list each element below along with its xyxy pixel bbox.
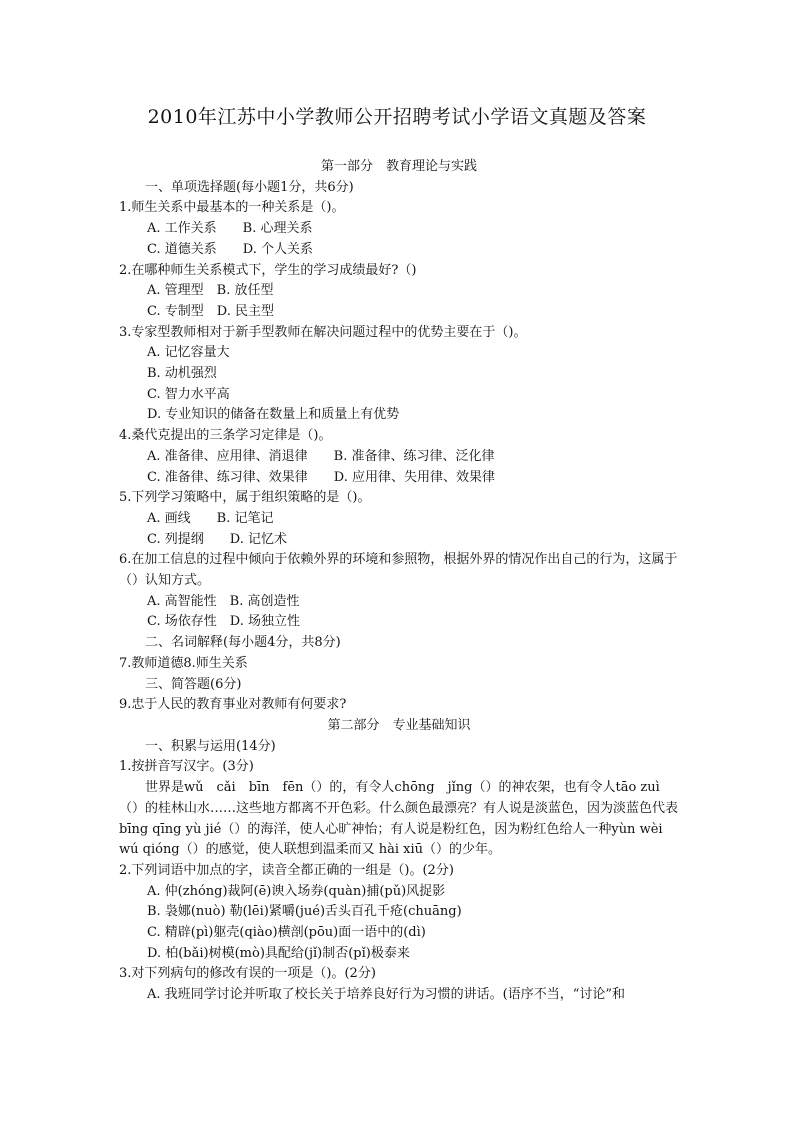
question-stem: 7.教师道德8.师生关系 <box>119 655 248 671</box>
question-stem: 3.对下列病句的修改有误的一项是（)。(2分) <box>119 966 376 982</box>
document-body <box>119 157 679 1006</box>
answer-option: C. 专制型 D. 民主型 <box>147 303 274 319</box>
question-stem: 4.桑代克提出的三条学习定律是（)。 <box>119 428 332 444</box>
answer-option: A. 仲(zhóng)裁阿(ē)谀入场券(quàn)捕(pǔ)风捉影 <box>147 883 446 899</box>
question-stem: 1.师生关系中最基本的一种关系是（)。 <box>119 200 345 216</box>
section-heading: 第二部分 专业基础知识 <box>327 717 471 733</box>
answer-option: C. 道德关系 D. 个人关系 <box>147 241 313 257</box>
answer-option: A. 我班同学讨论并听取了校长关于培养良好行为习惯的讲话。(语序不当，“讨论”和 <box>147 987 626 1003</box>
part-heading: 一、单项选择题(每小题1分，共6分) <box>145 179 354 195</box>
answer-option: B. 动机强烈 <box>147 366 217 382</box>
question-stem: 9.忠于人民的教育事业对教师有何要求? <box>119 697 347 713</box>
question-stem: 5.下列学习策略中，属于组织策略的是（)。 <box>119 490 371 506</box>
answer-option: C. 列提纲 D. 记忆术 <box>147 531 287 547</box>
answer-option: A. 记忆容量大 <box>147 345 230 361</box>
document-title: 2010年江苏中小学教师公开招聘考试小学语文真题及答案 <box>147 106 647 128</box>
part-heading: 一、积累与运用(14分) <box>145 738 276 754</box>
answer-option: D. 专业知识的储备在数量上和质量上有优势 <box>147 407 400 423</box>
answer-option: C. 精辟(pì)躯壳(qiào)横剖(pōu)面一语中的(dì) <box>147 925 426 941</box>
part-heading: 三、简答题(6分) <box>145 676 242 692</box>
answer-option: B. 袅娜(nuò) 勒(lēi)紧嚼(jué)舌头百孔千疮(chuāng) <box>147 904 462 920</box>
question-stem: 6.在加工信息的过程中倾向于依赖外界的环境和参照物，根据外界的情况作出自己的行为，这属于（）认知方式。 <box>119 552 678 589</box>
question-stem: 1.按拼音写汉字。(3分) <box>119 759 254 775</box>
answer-option: C. 准备律、练习律、效果律 D. 应用律、失用律、效果律 <box>147 469 495 485</box>
section-heading: 第一部分 教育理论与实践 <box>320 159 477 174</box>
answer-option: A. 高智能性 B. 高创造性 <box>147 593 300 609</box>
part-heading: 二、名词解释(每小题4分，共8分) <box>145 635 341 651</box>
passage-paragraph: 世界是wǔ cǎi bīn fēn（）的，有令人chōng jǐng（）的神农架，也有令人tāo zuì（）的桂林山水……这些地方都离不开色彩。什么颜色最漂亮？有人说是淡蓝色，因为淡蓝色代表bīng qīng yù jié（）的海洋，使人心旷神怡；有人说是粉红色，因为粉红色给人一种yùn wèi wú qióng（）的感觉，使人联想到温柔而又 hài xiū（）的少年。 <box>119 780 679 858</box>
answer-option: C. 场依存性 D. 场独立性 <box>147 614 300 630</box>
answer-option: A. 工作关系 B. 心理关系 <box>147 221 313 237</box>
answer-option: A. 管理型 B. 放任型 <box>147 283 274 299</box>
answer-option: D. 柏(bǎi)树模(mò)具配给(jǐ)制否(pǐ)极泰来 <box>147 945 410 961</box>
answer-option: A. 画线 B. 记笔记 <box>147 510 274 526</box>
answer-option: C. 智力水平高 <box>147 386 230 402</box>
question-stem: 2.在哪种师生关系模式下，学生的学习成绩最好?（) <box>119 262 417 278</box>
answer-option: A. 准备律、应用律、消退律 B. 准备律、练习律、泛化律 <box>147 448 495 464</box>
question-stem: 2.下列词语中加点的字，读音全都正确的一组是（)。(2分) <box>119 862 454 878</box>
question-stem: 3.专家型教师相对于新手型教师在解决问题过程中的优势主要在于（)。 <box>119 324 527 340</box>
